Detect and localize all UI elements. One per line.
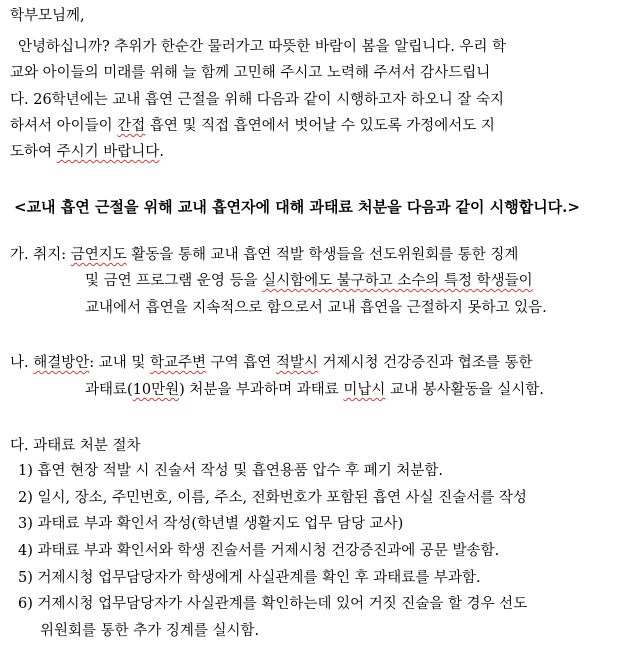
section-na-text: 나.	[10, 355, 34, 371]
notice-heading: <교내 흡연 근절을 위해 교내 흡연자에 대해 과태료 처분을 다음과 같이 시행합니다.>	[14, 198, 580, 216]
greeting: 학부모님께,	[10, 8, 85, 24]
section-na-text: 거제시청 건강증진과 협조를 통한	[317, 355, 533, 371]
spellcheck-word: 해결방안	[33, 355, 90, 371]
intro-text: 도하여	[10, 144, 57, 160]
intro-text: 하셔서 아이들이	[10, 118, 118, 134]
section-ga-line-3: 교내에서 흡연을 지속적으로 함으로서 교내 흡연을 근절하지 못하고 있음.	[85, 300, 547, 316]
intro-line-4	[10, 116, 495, 136]
procedure-item-5: 5) 거제시청 업무담당자가 학생에게 사실관계를 확인 후 과태료를 부과함.	[18, 570, 481, 586]
section-ga-line-1	[10, 245, 518, 265]
section-na-text: ) 처분을 부과하며 과태료	[179, 382, 344, 398]
spellcheck-word: 미납시	[343, 382, 386, 398]
section-ga-text: 및 금연 프로그램 운영 등을	[85, 273, 263, 289]
section-na-text: : 교내 및	[89, 355, 150, 371]
section-ga-line-2	[85, 271, 533, 291]
procedure-item-3: 3) 과태료 부과 확인서 작성(학년별 생활지도 업무 담당 교사)	[18, 516, 404, 532]
intro-line-5	[10, 142, 164, 162]
section-ga-text: 활동을 통해 교내 흡연 적발 학생들을 선도위원회를 통한 징계	[126, 247, 519, 263]
section-na-text: 교내 봉사활동을 실시함.	[385, 382, 544, 398]
section-na-line-1	[10, 353, 532, 373]
spellcheck-word: 학교주변	[150, 355, 207, 371]
spellcheck-word: 적발시	[275, 355, 318, 371]
spellcheck-word: 금연지도	[70, 247, 127, 263]
section-da-title: 다. 과태료 처분 절차	[10, 438, 141, 454]
procedure-item-4: 4) 과태료 부과 확인서와 학생 진술서를 거제시청 건강증진과에 공문 발송함.	[18, 543, 500, 559]
procedure-item-6: 6) 거제시청 업무담당자가 사실관계를 확인하는데 있어 거짓 진술을 할 경우 선도	[18, 596, 528, 612]
intro-line-3: 다. 26학년에는 교내 흡연 근절을 위해 다음과 같이 시행하고자 하오니 잘 숙지	[10, 92, 504, 108]
section-na-line-2	[85, 380, 544, 400]
intro-line-1: 안녕하십니까? 추위가 한순간 물러가고 따뜻한 바람이 봄을 알립니다. 우리 학	[18, 39, 507, 55]
spellcheck-word: 간접	[117, 118, 146, 134]
intro-text: 흡연 및 직접 흡연에서 벗어날 수 있도록 가정에서도 지	[145, 118, 495, 134]
section-na-text: 과태료(	[85, 382, 133, 398]
spellcheck-word: 10만원	[132, 382, 180, 398]
procedure-item-6-continued: 위원회를 통한 추가 징계를 실시함.	[40, 623, 260, 639]
section-na-text: 구역 흡연	[206, 355, 276, 371]
intro-line-2: 교와 아이들의 미래를 위해 늘 함께 고민해 주시고 노력해 주셔서 감사드립니	[10, 65, 491, 81]
procedure-item-2: 2) 일시, 장소, 주민번호, 이름, 주소, 전화번호가 포함된 흡연 사실 진술서를 작성	[18, 490, 527, 506]
intro-text: .	[159, 144, 164, 160]
procedure-item-1: 1) 흡연 현장 적발 시 진술서 작성 및 흡연용품 압수 후 폐기 처분함.	[18, 463, 443, 479]
section-ga-text: 가. 취지:	[10, 247, 71, 263]
spellcheck-word: 주시기 바랍니다	[56, 144, 160, 160]
spellcheck-word: 실시함에도 불구하고 소수의 특정 학생들이	[262, 273, 533, 289]
